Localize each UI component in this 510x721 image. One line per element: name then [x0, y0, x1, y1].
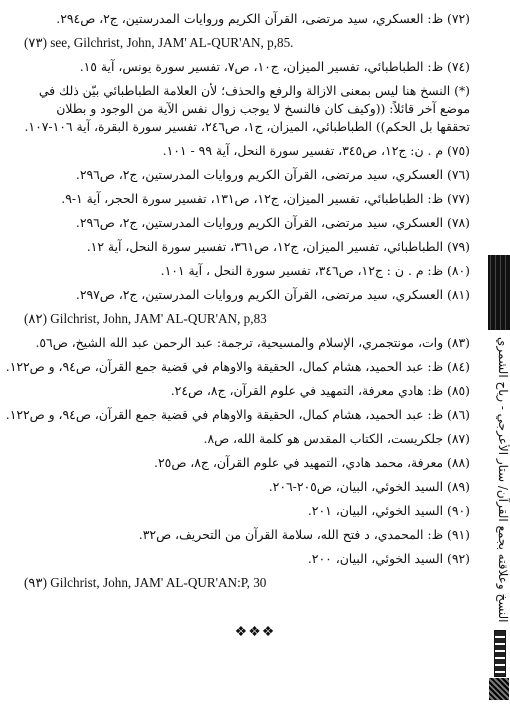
footnote-74: (٧٤) ظ: الطباطبائي، تفسير الميزان، ج١٠، ص٧، تفسير سورة يونس، آية ١٥. — [79, 59, 470, 74]
footnote-82: (٨٢) Gilchrist, John, JAM' AL-QUR'AN, p,83 — [24, 311, 267, 326]
sidebar-pattern-band — [488, 255, 510, 330]
footnote-73: (٧٣) see, Gilchrist, John, JAM' AL-QUR'AN, p,85. — [24, 35, 294, 50]
footnote-81: (٨١) العسكري، سيد مرتضى، القرآن الكريم وروايات المدرستين، ج٢، ص٢٩٧. — [75, 287, 470, 302]
footnotes-list — [5, 10, 470, 598]
footnote-93: (٩٣) Gilchrist, John, JAM' AL-QUR'AN:P, 30 — [24, 575, 267, 590]
sidebar-emblem-icon — [489, 678, 509, 700]
footnote-84: (٨٤) ظ: عبد الحميد، هشام كمال، الحقيقة والاوهام في قضية جمع القرآن، ص٩٤، و ص١٢٢. — [5, 359, 470, 374]
footnote-79: (٧٩) الطباطبائي، تفسير الميزان، ج١٢، ص٣٦١، تفسير سورة النحل، آية ١٢. — [86, 239, 470, 254]
footnote-86: (٨٦) ظ: عبد الحميد، هشام كمال، الحقيقة والاوهام في قضية جمع القرآن، ص٩٤، و ص١٢٢. — [5, 407, 470, 422]
footnote-star: (*) النسخ هنا ليس بمعنى الازالة والرفع والحذف؛ لأن العلامة الطباطبائي بيّن ذلك في موضع آخر قائلاً: ((وكيف كان فالنسخ لا يوجب زوال نفس الآية من الوجود و بطلان تحققها بل الحكم)) الطباطبائي، الميزان، ج١، ص٢٤٦، تفسير سورة البقرة، آية ١٠٦-١٠٧. — [24, 83, 470, 134]
sidebar-chain-ornament — [494, 630, 506, 677]
footnote-91: (٩١) ظ: المحمدي، د فتح الله، سلامة القرآن من التحريف، ص٣٢. — [138, 527, 470, 542]
footnote-85: (٨٥) ظ: هادي معرفة، التمهيد في علوم القرآن، ج٨، ص٢٤. — [170, 383, 470, 398]
footnote-75: (٧٥) م . ن: ج١٢، ص٣٤٥، تفسير سورة النحل، آية ٩٩ - ١٠١. — [162, 143, 470, 158]
footnote-76: (٧٦) العسكري، سيد مرتضى، القرآن الكريم وروايات المدرستين، ج٢، ص٢٩٦. — [75, 167, 470, 182]
footnote-87: (٨٧) جلكريست، الكتاب المقدس هو كلمة الله، ص٨. — [203, 431, 470, 446]
footnote-78: (٧٨) العسكري، سيد مرتضى، القرآن الكريم وروايات المدرستين، ج٢، ص٢٩٦. — [75, 215, 470, 230]
section-divider: ❖❖❖ — [234, 624, 276, 640]
footnote-77: (٧٧) ظ: الطباطبائي، تفسير الميزان، ج١٢، ص١٣١، تفسير سورة الحجر، آية ١-٩. — [61, 191, 470, 206]
footnote-89: (٨٩) السيد الخوئي، البيان، ص٢٠٥-٢٠٦. — [268, 479, 470, 494]
footnote-80: (٨٠) ظ: م . ن : ج١٢، ص٣٤٦، تفسير سورة النحل ، آية ١٠١. — [160, 263, 470, 278]
footnote-88: (٨٨) معرفة، محمد هادي، التمهيد في علوم القرآن، ج٨، ص٢٥. — [154, 455, 470, 470]
page-sidebar — [488, 0, 510, 721]
footnote-83: (٨٣) وات، مونتجمري، الإسلام والمسيحية، ترجمة: عبد الرحمن عبد الله الشيخ، ص٥٦. — [35, 335, 470, 350]
running-title: النسخ وعلاقته بجمع القرآن/ ستار الأعرجي - رياح الشمري — [496, 337, 510, 623]
footnote-72: (٧٢) ظ: العسكري، سيد مرتضى، القرآن الكريم وروايات المدرستين، ج٢، ص٢٩٤. — [56, 11, 470, 26]
footnote-92: (٩٢) السيد الخوئي، البيان، ٢٠٠. — [307, 551, 470, 566]
footnote-90: (٩٠) السيد الخوئي، البيان، ٢٠١. — [307, 503, 470, 518]
